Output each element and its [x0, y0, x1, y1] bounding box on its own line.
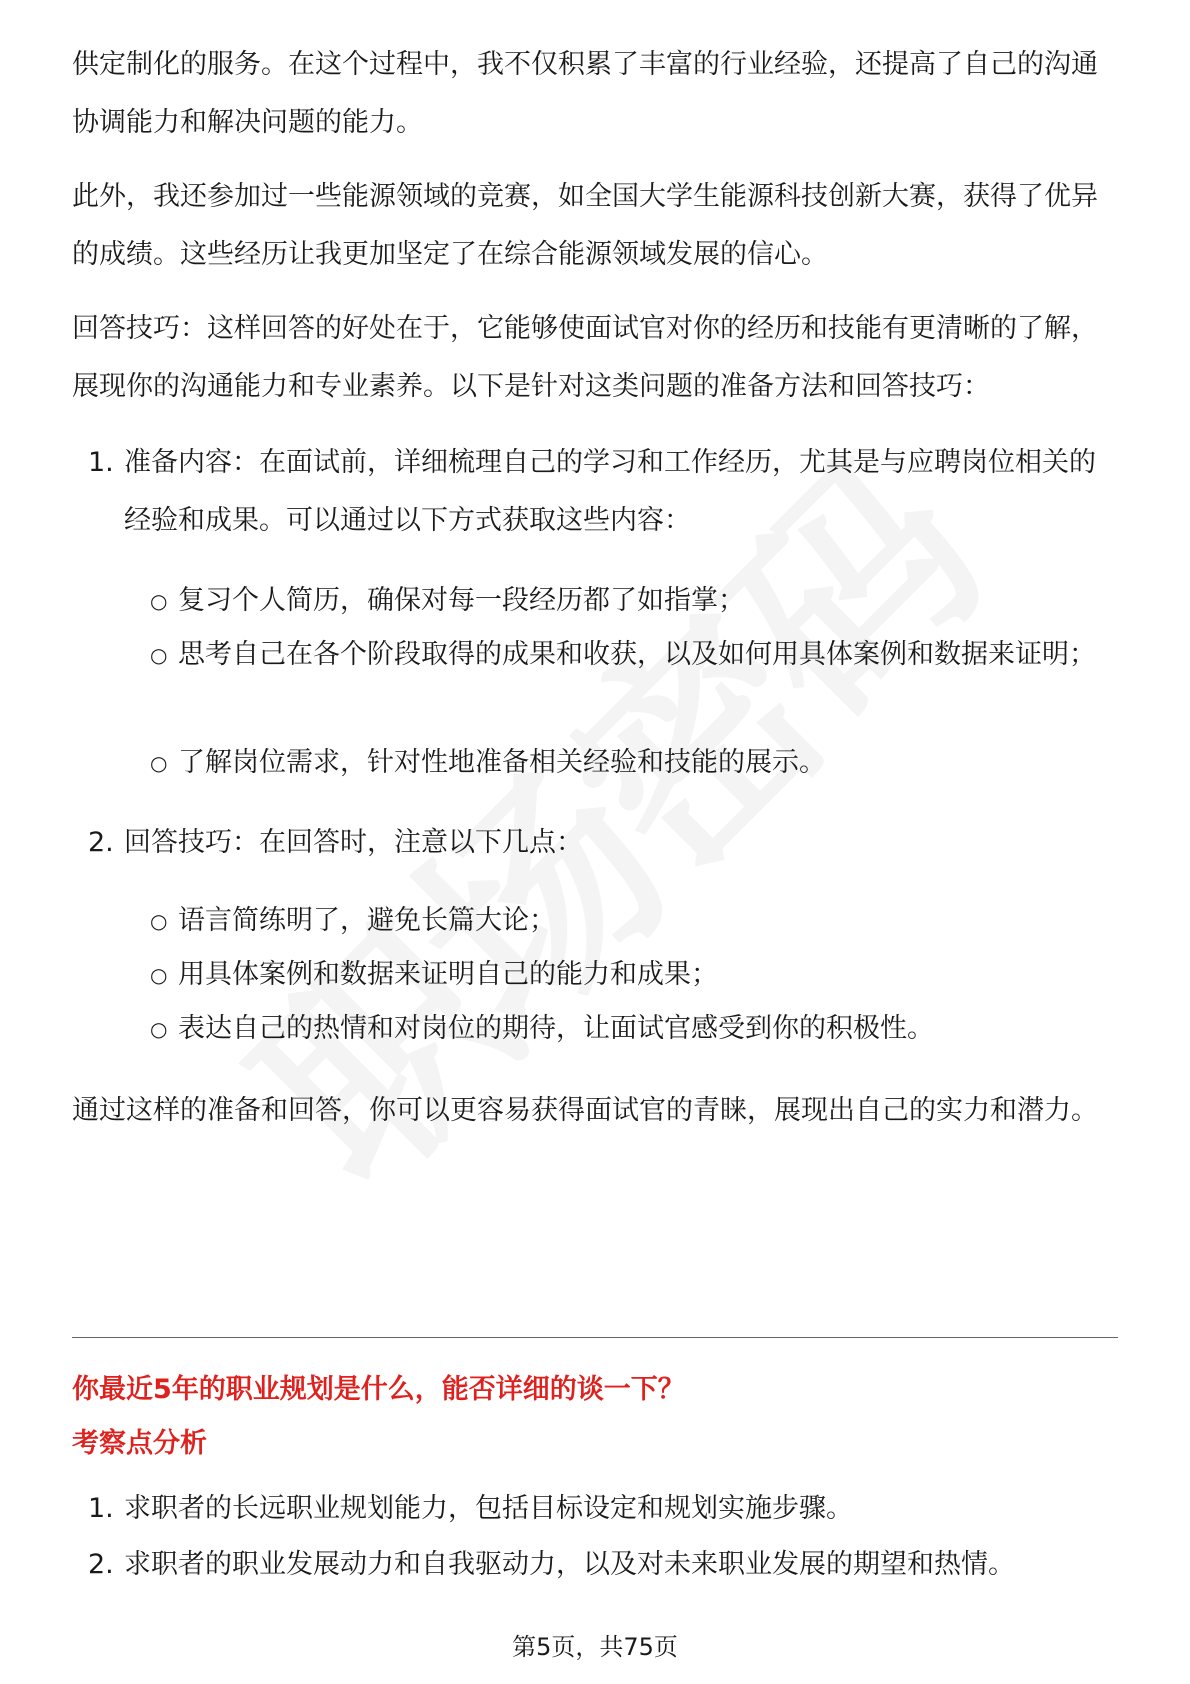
list-text: 准备内容：在面试前，详细梳理自己的学习和工作经历，尤其是与应聘岗位相关的经验和成果。可以通过以下方式获取这些内容：: [124, 447, 1096, 536]
bullet-item: [150, 626, 1110, 684]
page-footer: 第5页，共75页: [512, 1633, 678, 1661]
list-number: 1.: [88, 1493, 114, 1524]
bullet-text: 用具体案例和数据来证明自己的能力和成果；: [178, 959, 718, 990]
bullet-item: [150, 734, 1110, 792]
question-title: 你最近5年的职业规划是什么，能否详细的谈一下？: [72, 1374, 685, 1405]
bullet-text: 语言简练明了，避免长篇大论；: [178, 905, 556, 936]
list-number: 2.: [88, 827, 114, 858]
list-text: 回答技巧：在回答时，注意以下几点：: [124, 827, 583, 858]
list-item: [88, 1536, 1118, 1594]
section-divider: [72, 1337, 1118, 1338]
paragraph: 回答技巧：这样回答的好处在于，它能够使面试官对你的经历和技能有更清晰的了解，展现你的沟通能力和专业素养。以下是针对这类问题的准备方法和回答技巧：: [72, 313, 1098, 402]
list-item: [88, 1480, 1118, 1538]
bullet-text: 了解岗位需求，针对性地准备相关经验和技能的展示。: [178, 747, 826, 778]
bullet-circle-icon: ○: [150, 589, 168, 613]
bullet-item: [150, 1000, 1110, 1058]
bullet-text: 表达自己的热情和对岗位的期待，让面试官感受到你的积极性。: [178, 1013, 934, 1044]
bullet-circle-icon: ○: [150, 909, 168, 933]
list-number: 1.: [88, 447, 114, 478]
bullet-text: 复习个人简历，确保对每一段经历都了如指掌；: [178, 585, 745, 616]
paragraph: 供定制化的服务。在这个过程中，我不仅积累了丰富的行业经验，还提高了自己的沟通协调能力和解决问题的能力。: [72, 49, 1098, 138]
paragraph: 通过这样的准备和回答，你可以更容易获得面试官的青睐，展现出自己的实力和潜力。: [72, 1095, 1098, 1126]
paragraph: 此外，我还参加过一些能源领域的竞赛，如全国大学生能源科技创新大赛，获得了优异的成绩。这些经历让我更加坚定了在综合能源领域发展的信心。: [72, 181, 1098, 270]
list-number: 2.: [88, 1549, 114, 1580]
analysis-heading: 考察点分析: [72, 1428, 207, 1459]
bullet-item: [150, 572, 1110, 630]
bullet-text: 思考自己在各个阶段取得的成果和收获，以及如何用具体案例和数据来证明；: [178, 639, 1096, 670]
bullet-circle-icon: ○: [150, 963, 168, 987]
bullet-circle-icon: ○: [150, 751, 168, 775]
bullet-item: [150, 892, 1110, 950]
bullet-circle-icon: ○: [150, 643, 168, 667]
bullet-circle-icon: ○: [150, 1017, 168, 1041]
list-item: [88, 814, 1118, 872]
list-text: 求职者的职业发展动力和自我驱动力，以及对未来职业发展的期望和热情。: [124, 1549, 1015, 1580]
bullet-item: [150, 946, 1110, 1004]
list-text: 求职者的长远职业规划能力，包括目标设定和规划实施步骤。: [124, 1493, 853, 1524]
list-item: [88, 434, 1118, 550]
